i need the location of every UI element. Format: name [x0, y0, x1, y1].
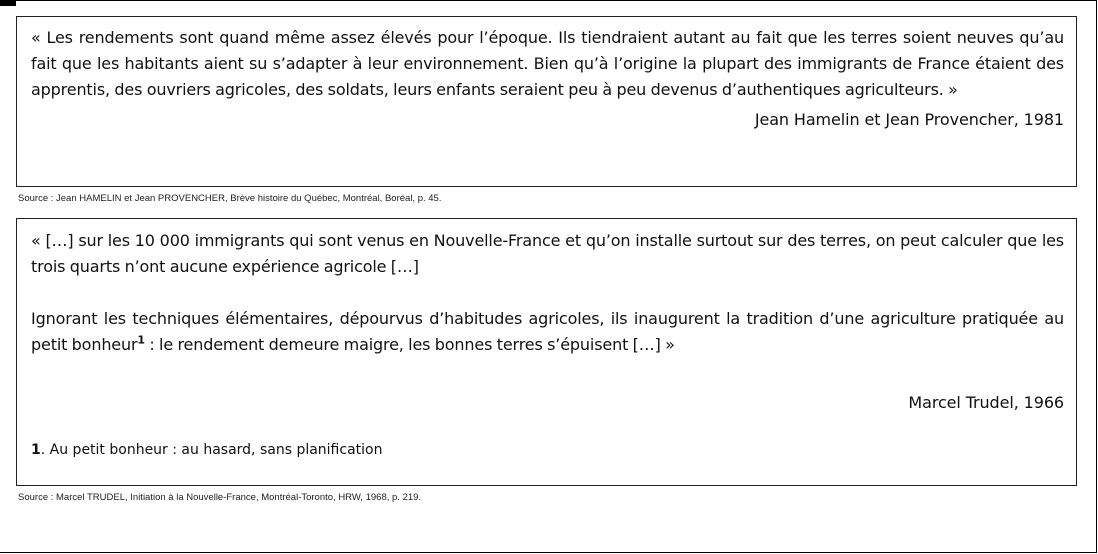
footnote-text: . Au petit bonheur : au hasard, sans planification: [40, 442, 383, 458]
corner-mark: [0, 0, 16, 6]
excerpt-box-trudel: [16, 218, 1077, 486]
quote-text: « Les rendements sont quand même assez élevés pour l’époque. Ils tiendraient autant au fait que les terres soient neuves qu’au fait que les habitants aient su s’adapter à leur environnement. Bien qu’à l’origine la plupart des immigrants de France étaient des apprentis, des ouvriers agricoles, des soldats, leurs enfants seraient peu à peu devenus d’authentiques agriculteurs. »: [31, 28, 1064, 99]
quote-paragraph: « […] sur les 10 000 immigrants qui sont venus en Nouvelle-France et qu’on installe surtout sur des terres, on peut calculer que les trois quarts n’ont aucune expérience agricole […]: [31, 231, 1064, 276]
quote-text-segment: : le rendement demeure maigre, les bonnes terres s’épuisent […] »: [144, 335, 675, 354]
footnote-marker: 1: [137, 333, 145, 347]
source-citation: Source : Jean HAMELIN et Jean PROVENCHER, Brève histoire du Québec, Montréal, Boréal, p. 45.: [18, 193, 442, 204]
quote-author: Jean Hamelin et Jean Provencher, 1981: [754, 110, 1064, 129]
excerpt-box-hamelin-provencher: [16, 16, 1077, 187]
footnote: [31, 440, 1064, 460]
quote-paragraph: [31, 306, 1064, 358]
footnote-number: 1: [31, 442, 41, 458]
quote-text-segment: Ignorant les techniques élémentaires, dépourvus d’habitudes agricoles, ils inaugurent la tradition d’une agriculture pratiquée au petit bonheur: [31, 309, 1064, 354]
quote-author: Marcel Trudel, 1966: [908, 393, 1064, 412]
source-citation: Source : Marcel TRUDEL, Initiation à la Nouvelle-France, Montréal-Toronto, HRW, 1968, p. 219.: [18, 492, 422, 503]
